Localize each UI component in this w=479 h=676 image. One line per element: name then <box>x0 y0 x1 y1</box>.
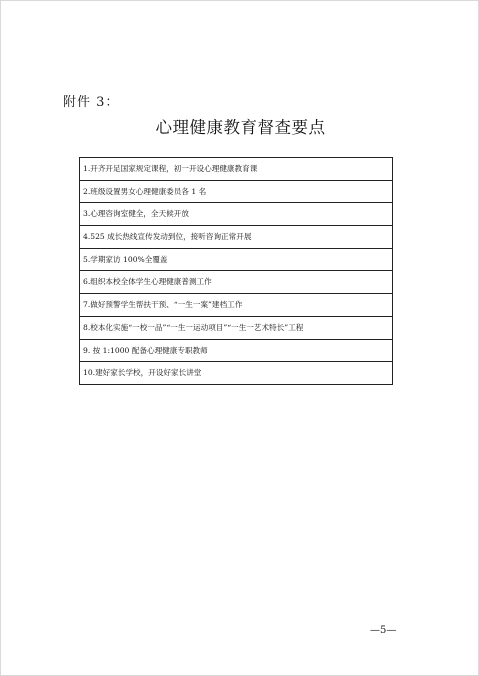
table-row <box>80 203 393 226</box>
checklist-item: 1.开齐开足国家规定课程，初一开设心理健康教育课 <box>80 158 393 181</box>
checklist-item: 5.学期家访 100%全覆盖 <box>80 248 393 271</box>
table-row <box>80 271 393 294</box>
checklist-table <box>79 157 393 385</box>
table-row <box>80 158 393 181</box>
checklist-item: 2.班级设置男女心理健康委员各 1 名 <box>80 180 393 203</box>
table-row <box>80 316 393 339</box>
table-row <box>80 362 393 385</box>
table-row <box>80 294 393 317</box>
page-number: —5— <box>370 625 397 636</box>
checklist-item: 7.做好预警学生帮扶干预、“一生一案”建档工作 <box>80 294 393 317</box>
checklist-item: 10.建好家长学校，开设好家长讲堂 <box>80 362 393 385</box>
table-row <box>80 339 393 362</box>
attachment-label: 附件 3： <box>63 95 120 110</box>
table-row <box>80 226 393 249</box>
checklist-item: 8.校本化实施“一校一品”“一生一运动项目”“一生一艺术特长”工程 <box>80 316 393 339</box>
document-title: 心理健康教育督查要点 <box>155 118 326 137</box>
checklist-item: 4.525 成长热线宣传发动到位，接听咨询正常开展 <box>80 226 393 249</box>
table-row <box>80 248 393 271</box>
checklist-item: 3.心理咨询室健全，全天候开放 <box>80 203 393 226</box>
checklist-item: 9. 按 1:1000 配备心理健康专职教师 <box>80 339 393 362</box>
checklist-item: 6.组织本校全体学生心理健康普测工作 <box>80 271 393 294</box>
table-row <box>80 180 393 203</box>
